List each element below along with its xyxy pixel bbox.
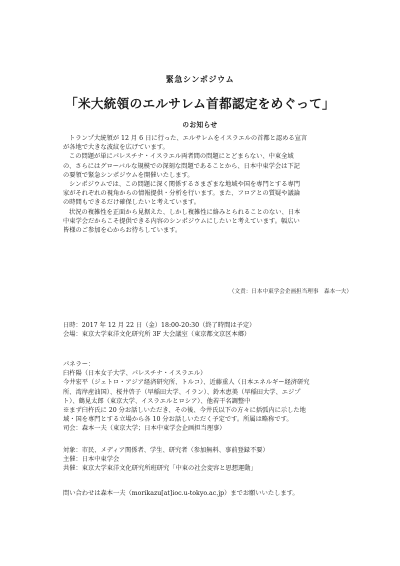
intro-line: トランプ大統領が 12 月 6 日に行った、エルサレムをイスラエルの首都と認める宣言 (69, 135, 308, 142)
cosponsor-line: 共催：東京大学東洋文化研究所班研究「中東の社会変容と思想運動」 (63, 465, 257, 473)
event-details (63, 321, 353, 339)
intro-line: 中東学会だからこそ提供できる内容のシンポジウムにしたいと考えています。幅広い (63, 217, 300, 225)
panel-line: 今井宏平（ジェトロ・アジア経済研究所、トルコ）、近藤重人（日本エネルギー経済研究 (63, 379, 310, 387)
contact-section (63, 489, 353, 498)
datetime-line: 日時：2017 年 12 月 22 日（金）18:00-20:30（終了時間は予定） (63, 322, 256, 329)
intro-line: の時間もできるだけ確保したいと考えています。 (63, 199, 200, 207)
event-title: 「米大統領のエルサレム首都認定をめぐって」 (65, 96, 335, 111)
target-line: 対象：市民、メディア関係者、学生、研究者（参加無料、事前登録不要） (63, 447, 269, 454)
event-kicker: 緊急シンポジウム (165, 75, 235, 84)
panel-line: 域・国を専門とする立場から各 10 分お話しいただく予定です。所属は略称です。 (63, 416, 293, 424)
venue-line: 会場：東京大学東洋文化研究所 3F 大会議室（東京都文京区本郷） (63, 331, 251, 339)
panel-section (63, 360, 353, 434)
audience-section (63, 446, 353, 474)
intro-line: が各地で大きな波紋を広げています。 (63, 144, 169, 152)
moderator-line: 司会：森本一夫（東京大学；日本中東学会企画担当理事） (63, 425, 226, 433)
notice-heading: のお知らせ (182, 121, 218, 129)
panel-line: 所、湾岸産油国）、桜井啓子（早稲田大学、イラン）、鈴木恵美（早稲田大学、エジプ (63, 388, 301, 396)
organizer-line: 主催：日本中東学会 (63, 456, 120, 464)
intro-line: 皆様のご参加を心からお待ちしています。 (63, 227, 182, 235)
intro-paragraphs (63, 134, 353, 235)
intro-line: の、さらにはグローバルな規模での深刻な問題であることから、日本中東学会は下記 (63, 162, 300, 170)
panel-line: 臼杵陽（日本女子大学、パレスチナ・イスラエル） (63, 370, 207, 378)
intro-line: 状況の複雑性を正面から見据えた、しかし複雑性に絡みとられることのない、日本 (69, 208, 301, 216)
intro-line: 家がそれぞれの視角からの情報提供・分析を行います。また、フロアとの質疑や議論 (63, 190, 300, 198)
panel-header: パネラー： (63, 361, 95, 368)
panel-line: ト）、鶴見太郎（東京大学、イスラエルとロシア）、他若干名調整中 (63, 397, 251, 405)
intro-line: の要領で緊急シンポジウムを開催いたします。 (63, 171, 194, 179)
intro-line: シンポジウムでは、この問題に深く関係するさまざまな地域や国を専門とする専門 (69, 181, 301, 189)
contact-line: 問い合わせは森本一夫（morikazu[at]ioc.u-tokyo.ac.jp）までお願いいたします。 (63, 490, 299, 497)
panel-line: ※まず臼杵氏に 20 分お話しいただき、その後、今井氏以下の方々に括弧内に示した地 (63, 407, 306, 415)
intro-line: この問題が単にパレスチナ・イスラエル両者間の問題にとどまらない、中東全域 (69, 153, 294, 161)
signature: （文責：日本中東学会企画担当理事 森本一夫） (228, 289, 352, 295)
